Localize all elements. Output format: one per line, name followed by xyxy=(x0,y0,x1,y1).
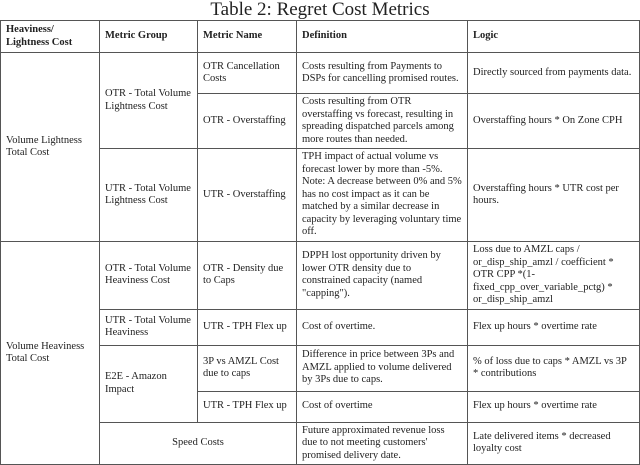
definition-cell: Cost of overtime xyxy=(297,391,468,422)
definition-cell: Costs resulting from OTR overstaffing vs forecast, resulting in spreading dispatched parcels among more routes than needed. xyxy=(297,94,468,149)
group-cell: OTR - Total Volume Lightness Cost xyxy=(100,53,198,149)
logic-cell: Overstaffing hours * On Zone CPH xyxy=(468,94,640,149)
group-cell: Speed Costs xyxy=(100,422,297,465)
logic-cell: Flex up hours * overtime rate xyxy=(468,391,640,422)
name-cell: 3P vs AMZL Cost due to caps xyxy=(198,345,297,391)
header-cell: Metric Name xyxy=(198,21,297,53)
header-row xyxy=(1,21,640,53)
definition-cell: Cost of overtime. xyxy=(297,309,468,345)
name-cell: UTR - TPH Flex up xyxy=(198,391,297,422)
table-row xyxy=(1,53,640,94)
group-cell: OTR - Total Volume Heaviness Cost xyxy=(100,242,198,310)
name-cell: OTR - Overstaffing xyxy=(198,94,297,149)
logic-cell: Late delivered items * decreased loyalty cost xyxy=(468,422,640,465)
category-cell: Volume Lightness Total Cost xyxy=(1,53,100,242)
definition-cell: Future approximated revenue loss due to not meeting customers' promised delivery date. xyxy=(297,422,468,465)
logic-cell: Flex up hours * overtime rate xyxy=(468,309,640,345)
category-cell: Volume Heaviness Total Cost xyxy=(1,242,100,465)
header-cell: Definition xyxy=(297,21,468,53)
regret-cost-table xyxy=(0,20,640,465)
logic-cell: Loss due to AMZL caps / or_disp_ship_amzl / coefficient * OTR CPP *(1-fixed_cpp_over_variable_pctg) * or_disp_ship_amzl xyxy=(468,242,640,310)
logic-cell: % of loss due to caps * AMZL vs 3P * contributions xyxy=(468,345,640,391)
logic-cell: Directly sourced from payments data. xyxy=(468,53,640,94)
definition-cell: Difference in price between 3Ps and AMZL applied to volume delivered by 3Ps due to caps. xyxy=(297,345,468,391)
table-row xyxy=(1,242,640,310)
group-cell: UTR - Total Volume Heaviness xyxy=(100,309,198,345)
header-cell: Metric Group xyxy=(100,21,198,53)
definition-cell: DPPH lost opportunity driven by lower OTR density due to constrained capacity (named "capping"). xyxy=(297,242,468,310)
header-cell: Logic xyxy=(468,21,640,53)
name-cell: UTR - Overstaffing xyxy=(198,149,297,242)
name-cell: UTR - TPH Flex up xyxy=(198,309,297,345)
group-cell: UTR - Total Volume Lightness Cost xyxy=(100,149,198,242)
definition-cell: Costs resulting from Payments to DSPs for cancelling promised routes. xyxy=(297,53,468,94)
name-cell: OTR Cancellation Costs xyxy=(198,53,297,94)
definition-cell: TPH impact of actual volume vs forecast lower by more than -5%. Note: A decrease between 0% and 5% has no cost impact as it can be matched by a similar decrease in capacity by leveraging voluntary time off. xyxy=(297,149,468,242)
name-cell: OTR - Density due to Caps xyxy=(198,242,297,310)
header-cell: Heaviness/ Lightness Cost xyxy=(1,21,100,53)
table-title: Table 2: Regret Cost Metrics xyxy=(210,0,430,20)
group-cell: E2E - Amazon Impact xyxy=(100,345,198,422)
logic-cell: Overstaffing hours * UTR cost per hours. xyxy=(468,149,640,242)
